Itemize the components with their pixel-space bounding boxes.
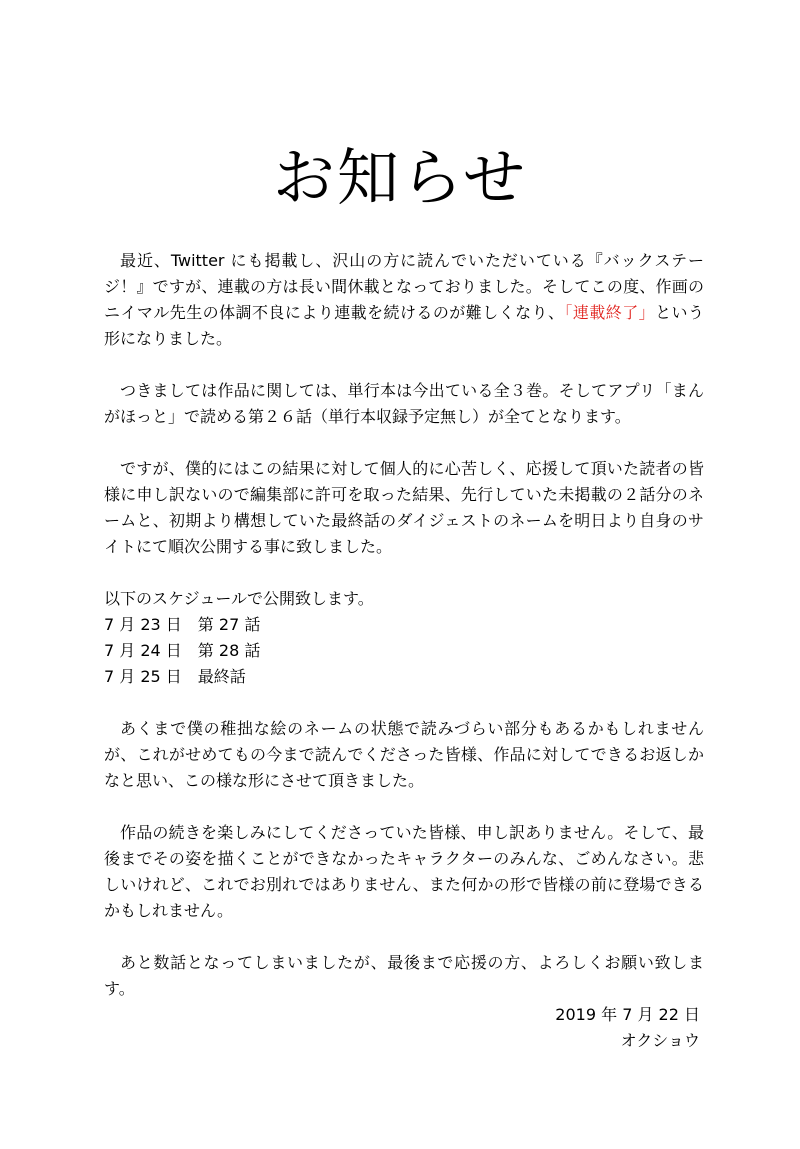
schedule-item: 7 月 24 日 第 28 話	[104, 641, 261, 660]
page-title: お知らせ	[272, 141, 528, 214]
paragraph-apology-quality: あくまで僕の稚拙な絵のネームの状態で読みづらい部分もあるかもしれませんが、これがせめてもの今まで読んでくださった皆様、作品に対してできるお返しかなと思い、この様な形にさせて頂きました。	[104, 719, 704, 790]
schedule	[104, 586, 704, 690]
paragraph-announcement-tail: という形になりました。	[104, 303, 704, 348]
paragraph-announcement	[104, 248, 704, 352]
schedule-item: 7 月 25 日 最終話	[104, 667, 246, 686]
notice-body	[104, 248, 704, 1054]
signature-date: 2019 年 7 月 22 日	[555, 1005, 700, 1024]
paragraph-volumes: つきましては作品に関しては、単行本は今出ている全３巻。そしてアプリ「まんがほっと」で読める第２６話（単行本収録予定無し）が全てとなります。	[104, 381, 704, 426]
signature	[104, 1002, 700, 1054]
schedule-item: 7 月 23 日 第 27 話	[104, 615, 261, 634]
series-end-highlight: 「連載終了」	[564, 303, 656, 322]
signature-author: オクショウ	[620, 1031, 700, 1050]
paragraph-release-plan: ですが、僕的にはこの結果に対して個人的に心苦しく、応援して頂いた読者の皆様に申し訳ないので編集部に許可を取った結果、先行していた未掲載の２話分のネームと、初期より構想していた最終話のダイジェストのネームを明日より自身のサイトにて順次公開する事に致しました。	[104, 459, 704, 556]
paragraph-apology-readers: 作品の続きを楽しみにしてくださっていた皆様、申し訳ありません。そして、最後までその姿を描くことができなかったキャラクターのみんな、ごめんなさい。悲しいけれど、これでお別れではありません、また何かの形で皆様の前に登場できるかもしれません。	[104, 823, 704, 920]
paragraph-announcement-text: 最近、Twitter にも掲載し、沢山の方に読んでいただいている『バックステージ！』ですが、連載の方は長い間休載となっておりました。そしてこの度、作画のニイマル先生の体調不良により連載を続けるのが難しくなり、	[104, 251, 704, 322]
schedule-intro: 以下のスケジュールで公開致します。	[104, 589, 374, 608]
paragraph-closing: あと数話となってしまいましたが、最後まで応援の方、よろしくお願い致します。	[104, 953, 704, 998]
